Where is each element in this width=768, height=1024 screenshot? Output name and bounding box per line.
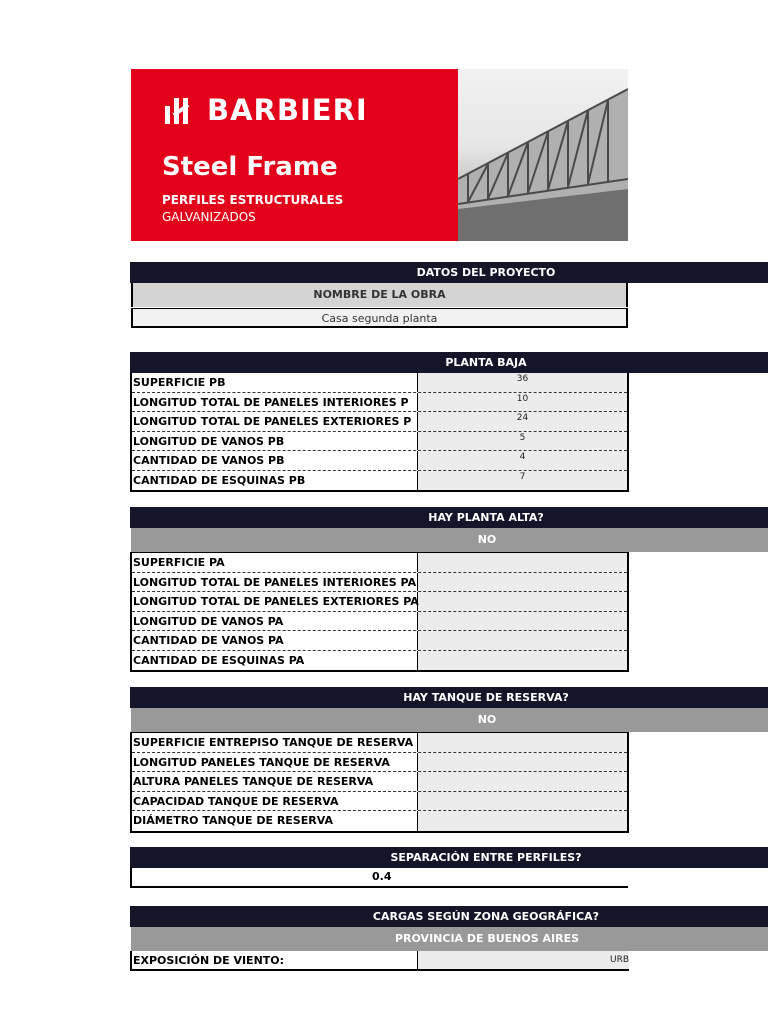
nombre-obra-header: NOMBRE DE LA OBRA [131,283,628,307]
answer-value: NO [477,713,497,726]
table-row [132,631,627,651]
row-value[interactable] [417,631,627,650]
section-title: CARGAS SEGÚN ZONA GEOGRÁFICA? [372,910,600,923]
barbieri-logo-icon [163,94,199,126]
separacion-value-cell[interactable] [130,867,628,888]
section-title: SEPARACIÓN ENTRE PERFILES? [390,851,582,864]
row-label: LONGITUD TOTAL DE PANELES INTERIORES P [133,395,409,409]
steel-frame-structure-icon [458,69,628,241]
row-label: SUPERFICIE ENTREPISO TANQUE DE RESERVA [133,736,414,749]
product-title: Steel Frame [162,152,338,182]
banner-red-panel [131,69,458,241]
brand-name: BARBIERI [207,93,368,127]
section-title: HAY PLANTA ALTA? [428,511,544,524]
row-label: CANTIDAD DE ESQUINAS PB [133,473,306,487]
section-header-planta-baja [130,352,768,373]
section-header-separacion [130,847,768,868]
row-value[interactable] [417,553,627,572]
section-header-tanque [130,687,768,708]
answer-value: NO [477,533,497,546]
row-label: DIÁMETRO TANQUE DE RESERVA [133,814,333,827]
table-row [132,471,627,491]
row-value[interactable]: 5 [417,432,627,451]
planta-alta-table [130,552,629,672]
row-label: ALTURA PANELES TANQUE DE RESERVA [133,775,374,788]
table-row [132,451,627,471]
row-value[interactable] [417,592,627,611]
row-label: LONGITUD PANELES TANQUE DE RESERVA [133,755,390,769]
table-row [132,733,627,753]
table-row [132,432,627,452]
row-value[interactable] [417,792,627,811]
section-header-cargas [130,906,768,927]
row-label: LONGITUD DE VANOS PB [133,434,285,448]
row-label: SUPERFICIE PA [133,556,225,569]
row-label: CANTIDAD DE VANOS PA [133,634,284,647]
section-header-proyecto [130,262,768,283]
tanque-answer[interactable] [131,708,768,732]
row-value[interactable]: 7 [417,471,627,491]
cargas-table [130,951,629,971]
section-title: DATOS DEL PROYECTO [416,266,556,279]
nombre-obra-value[interactable]: Casa segunda planta [131,308,628,328]
answer-value: PROVINCIA DE BUENOS AIRES [394,932,580,945]
row-value[interactable] [417,733,627,752]
row-value[interactable] [417,772,627,791]
row-value[interactable] [417,651,627,671]
product-subtitle-2: GALVANIZADOS [162,210,256,224]
table-row [132,393,627,413]
section-title: PLANTA BAJA [445,356,527,369]
brand-banner [131,69,628,241]
table-row [132,553,627,573]
table-row [132,612,627,632]
row-value[interactable]: 36 [417,373,627,392]
row-value[interactable] [417,753,627,772]
row-label: CANTIDAD DE ESQUINAS PA [133,653,305,667]
table-row [132,772,627,792]
row-label: SUPERFICIE PB [133,376,226,389]
section-title: HAY TANQUE DE RESERVA? [403,691,569,704]
row-value[interactable] [417,811,627,831]
row-label: LONGITUD TOTAL DE PANELES INTERIORES PA [133,575,417,589]
planta-alta-answer[interactable] [131,528,768,552]
row-value[interactable]: URB [417,951,629,969]
table-row [132,573,627,593]
separacion-value: 0.4 [372,870,392,883]
row-label: CAPACIDAD TANQUE DE RESERVA [133,794,339,808]
row-label: LONGITUD TOTAL DE PANELES EXTERIORES PA [133,595,419,608]
row-value[interactable]: 4 [417,451,627,470]
cargas-answer[interactable] [131,927,768,951]
table-row [132,412,627,432]
table-row [132,592,627,612]
row-label: LONGITUD TOTAL DE PANELES EXTERIORES P [133,415,412,428]
table-row [132,792,627,812]
table-row [132,651,627,671]
table-row [132,811,627,831]
row-value[interactable] [417,612,627,631]
row-label: LONGITUD DE VANOS PA [133,614,284,628]
brand-logo [163,93,368,127]
product-subtitle: PERFILES ESTRUCTURALES [162,193,344,207]
tanque-table [130,732,629,833]
row-value[interactable]: 10 [417,393,627,412]
planta-baja-table [130,373,629,492]
row-label: CANTIDAD DE VANOS PB [133,454,285,467]
section-header-planta-alta [130,507,768,528]
table-row [132,951,629,971]
row-value[interactable] [417,573,627,592]
row-value[interactable]: 24 [417,412,627,431]
table-row [132,373,627,393]
table-row [132,753,627,773]
row-label: EXPOSICIÓN DE VIENTO: [133,954,285,967]
steel-frame-photo [458,69,628,241]
